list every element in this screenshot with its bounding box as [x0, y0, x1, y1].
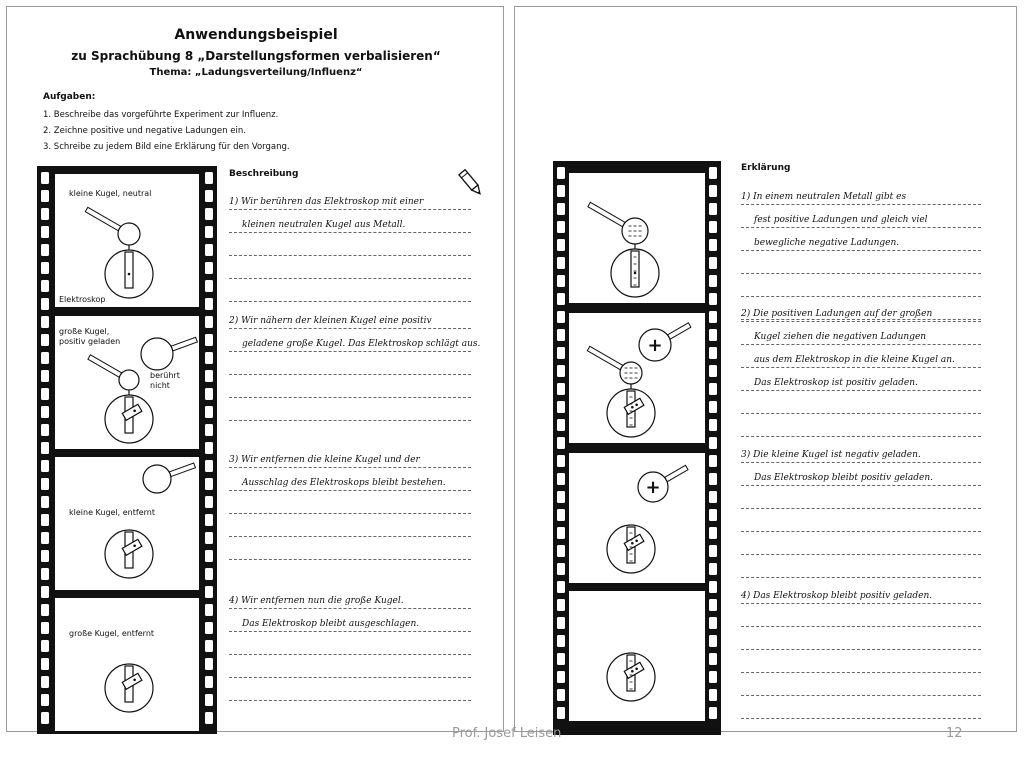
sprocket-hole	[709, 635, 717, 647]
sprocket-hole	[205, 280, 213, 292]
writing-line	[741, 296, 981, 297]
sprocket-hole	[709, 167, 717, 179]
sprocket-hole	[557, 257, 565, 269]
sprocket-hole	[709, 347, 717, 359]
tasks-heading: Aufgaben:	[43, 92, 96, 102]
frame-label: Elektroskop	[59, 295, 106, 304]
sprocket-hole	[41, 532, 49, 544]
electroscope	[105, 530, 153, 578]
handwritten-line: 2) Wir nähern der kleinen Kugel eine positiv	[229, 316, 432, 326]
worksheet-subtitle: zu Sprachübung 8 „Darstellungsformen verbalisieren“	[71, 49, 441, 63]
writing-line	[229, 351, 471, 352]
writing-line	[741, 390, 981, 391]
sprocket-hole	[709, 491, 717, 503]
writing-line	[741, 227, 981, 228]
writing-line	[229, 513, 471, 514]
sprocket-hole	[205, 460, 213, 472]
electroscope	[607, 525, 655, 573]
electroscope	[105, 395, 153, 443]
electroscope	[611, 249, 659, 297]
sprocket-hole	[557, 473, 565, 485]
sprocket-hole	[709, 473, 717, 485]
sprocket-hole	[557, 689, 565, 701]
sprocket-hole	[41, 496, 49, 508]
sprocket-hole	[557, 311, 565, 323]
writing-line	[741, 626, 981, 627]
sprocket-hole	[205, 478, 213, 490]
sprocket-hole	[557, 653, 565, 665]
sprocket-hole	[709, 419, 717, 431]
sprocket-hole	[205, 676, 213, 688]
writing-line	[741, 531, 981, 532]
plus-sign: +	[645, 477, 661, 498]
sprocket-hole	[205, 190, 213, 202]
sprocket-hole	[205, 352, 213, 364]
sprocket-hole	[205, 226, 213, 238]
writing-line	[741, 603, 981, 604]
sprocket-hole	[557, 275, 565, 287]
writing-line	[229, 559, 471, 560]
handwritten-line: Das Elektroskop bleibt ausgeschlagen.	[242, 619, 420, 629]
sprocket-hole	[557, 419, 565, 431]
sprocket-hole	[709, 509, 717, 521]
sprocket-hole	[205, 550, 213, 562]
sprocket-hole	[557, 203, 565, 215]
sprocket-hole	[41, 676, 49, 688]
sprocket-hole	[41, 460, 49, 472]
sprocket-hole	[41, 640, 49, 652]
sprocket-hole	[205, 298, 213, 310]
sprocket-hole	[557, 599, 565, 611]
sprocket-hole	[41, 172, 49, 184]
sprocket-hole	[557, 347, 565, 359]
handwritten-line: fest positive Ladungen und gleich viel	[754, 215, 928, 225]
writing-line	[741, 695, 981, 696]
writing-line	[229, 397, 471, 398]
frame-label: große Kugel, entfernt	[69, 629, 155, 638]
sprocket-hole	[557, 221, 565, 233]
sprocket-hole	[205, 316, 213, 328]
handwritten-line: 2) Die positiven Ladungen auf der großen	[741, 309, 933, 319]
sprocket-hole	[557, 401, 565, 413]
writing-line	[741, 273, 981, 274]
task-item: 2. Zeichne positive und negative Ladungen ein.	[43, 126, 246, 136]
sprocket-hole	[205, 496, 213, 508]
writing-line	[741, 436, 981, 437]
sprocket-hole	[709, 707, 717, 719]
sprocket-hole	[557, 365, 565, 377]
handwritten-line: Ausschlag des Elektroskops bleibt bestehen.	[242, 478, 446, 488]
writing-line	[741, 508, 981, 509]
sprocket-hole	[557, 329, 565, 341]
sprocket-hole	[205, 694, 213, 706]
sprocket-hole	[709, 383, 717, 395]
sprocket-hole	[709, 221, 717, 233]
writing-line	[741, 319, 981, 320]
sprocket-hole	[709, 563, 717, 575]
handwritten-line: Kugel ziehen die negativen Ladungen	[754, 332, 927, 342]
sprocket-hole	[41, 622, 49, 634]
writing-line	[741, 485, 981, 486]
sprocket-hole	[41, 226, 49, 238]
writing-line	[229, 255, 471, 256]
handwritten-line: 3) Wir entfernen die kleine Kugel und der	[229, 455, 420, 465]
sprocket-hole	[41, 352, 49, 364]
footer-author: Prof. Josef Leisen	[452, 726, 562, 741]
handwritten-line: 4) Wir entfernen nun die große Kugel.	[229, 596, 404, 606]
sprocket-hole	[709, 185, 717, 197]
sprocket-hole	[557, 437, 565, 449]
writing-line	[741, 462, 981, 463]
writing-line	[229, 209, 471, 210]
sprocket-hole	[41, 442, 49, 454]
handwritten-line: 3) Die kleine Kugel ist negativ geladen.	[741, 450, 921, 460]
sprocket-hole	[709, 311, 717, 323]
handwritten-line: 4) Das Elektroskop bleibt positiv geladen.	[741, 591, 933, 601]
sprocket-hole	[709, 653, 717, 665]
sprocket-hole	[557, 509, 565, 521]
writing-line	[229, 232, 471, 233]
sprocket-hole	[205, 370, 213, 382]
sprocket-hole	[557, 239, 565, 251]
writing-line	[741, 577, 981, 578]
writing-line	[229, 608, 471, 609]
film-strip-left	[37, 166, 217, 734]
sprocket-hole	[557, 563, 565, 575]
sprocket-hole	[41, 208, 49, 220]
handwritten-line: kleinen neutralen Kugel aus Metall.	[242, 220, 406, 230]
sprocket-hole	[41, 478, 49, 490]
sprocket-hole	[205, 388, 213, 400]
sprocket-hole	[41, 280, 49, 292]
sprocket-hole	[41, 262, 49, 274]
electroscope	[607, 389, 655, 437]
writing-line	[229, 536, 471, 537]
sprocket-hole	[709, 257, 717, 269]
frame-label: kleine Kugel, entfernt	[69, 508, 155, 517]
sprocket-hole	[709, 455, 717, 467]
sprocket-hole	[205, 334, 213, 346]
sprocket-hole	[41, 604, 49, 616]
sprocket-hole	[709, 599, 717, 611]
electroscope	[105, 664, 153, 712]
sprocket-hole	[709, 239, 717, 251]
handwritten-line: 1) Wir berühren das Elektroskop mit einer	[229, 197, 424, 207]
sprocket-hole	[41, 244, 49, 256]
frame-label: kleine Kugel, neutral	[69, 189, 152, 198]
sprocket-hole	[709, 293, 717, 305]
worksheet-title: Anwendungsbeispiel	[174, 27, 338, 43]
sprocket-hole	[205, 604, 213, 616]
sprocket-hole	[205, 514, 213, 526]
sprocket-hole	[709, 329, 717, 341]
left-worksheet-page	[6, 6, 504, 732]
sprocket-hole	[41, 190, 49, 202]
sprocket-hole	[557, 617, 565, 629]
writing-line	[229, 301, 471, 302]
sprocket-hole	[41, 658, 49, 670]
pencil-icon	[455, 167, 487, 199]
sprocket-hole	[709, 365, 717, 377]
sprocket-hole	[41, 586, 49, 598]
explanation-heading: Erklärung	[741, 163, 791, 173]
writing-line	[741, 367, 981, 368]
sprocket-hole	[205, 532, 213, 544]
writing-line	[229, 420, 471, 421]
sprocket-hole	[709, 545, 717, 557]
writing-line	[229, 328, 471, 329]
sprocket-hole	[41, 298, 49, 310]
handwritten-line: aus dem Elektroskop in die kleine Kugel an.	[754, 355, 955, 365]
sprocket-hole	[205, 172, 213, 184]
sprocket-hole	[41, 424, 49, 436]
handwritten-line: Das Elektroskop bleibt positiv geladen.	[754, 473, 934, 483]
sprocket-hole	[205, 640, 213, 652]
sprocket-hole	[205, 208, 213, 220]
sprocket-hole	[557, 185, 565, 197]
writing-line	[741, 344, 981, 345]
writing-line	[229, 467, 471, 468]
sprocket-hole	[557, 455, 565, 467]
sprocket-hole	[205, 424, 213, 436]
writing-line	[741, 204, 981, 205]
sprocket-hole	[205, 712, 213, 724]
sprocket-hole	[41, 568, 49, 580]
sprocket-hole	[709, 437, 717, 449]
writing-line	[741, 554, 981, 555]
sprocket-hole	[41, 712, 49, 724]
writing-line	[229, 278, 471, 279]
sprocket-hole	[205, 658, 213, 670]
sprocket-hole	[41, 694, 49, 706]
sprocket-hole	[41, 334, 49, 346]
sprocket-hole	[709, 671, 717, 683]
sprocket-hole	[205, 244, 213, 256]
writing-line	[741, 649, 981, 650]
frame-label: berührt nicht	[150, 371, 180, 390]
writing-line	[229, 677, 471, 678]
sprocket-hole	[557, 545, 565, 557]
frame-label: große Kugel, positiv geladen	[59, 327, 121, 346]
sprocket-hole	[41, 316, 49, 328]
sprocket-hole	[205, 406, 213, 418]
description-heading: Beschreibung	[229, 169, 299, 179]
sprocket-hole	[557, 383, 565, 395]
sprocket-hole	[205, 586, 213, 598]
handwritten-line: bewegliche negative Ladungen.	[754, 238, 900, 248]
sprocket-hole	[709, 527, 717, 539]
sprocket-hole	[709, 617, 717, 629]
sprocket-hole	[41, 406, 49, 418]
sprocket-hole	[557, 635, 565, 647]
plus-sign: +	[647, 335, 663, 356]
task-item: 1. Beschreibe das vorgeführte Experiment zur Influenz.	[43, 110, 279, 120]
sprocket-hole	[557, 491, 565, 503]
writing-line	[741, 250, 981, 251]
sprocket-hole	[557, 293, 565, 305]
sprocket-hole	[709, 581, 717, 593]
sprocket-hole	[557, 167, 565, 179]
writing-line	[229, 374, 471, 375]
sprocket-hole	[557, 581, 565, 593]
handwritten-line: Das Elektroskop ist positiv geladen.	[754, 378, 918, 388]
sprocket-hole	[205, 622, 213, 634]
sprocket-hole	[205, 568, 213, 580]
writing-line	[741, 413, 981, 414]
sprocket-hole	[41, 550, 49, 562]
writing-line	[229, 700, 471, 701]
writing-line	[741, 321, 981, 322]
sprocket-hole	[557, 707, 565, 719]
sprocket-hole	[709, 203, 717, 215]
film-strip-right	[553, 161, 721, 735]
sprocket-hole	[557, 527, 565, 539]
writing-line	[741, 718, 981, 719]
sprocket-hole	[205, 442, 213, 454]
writing-line	[741, 672, 981, 673]
sprocket-hole	[709, 401, 717, 413]
electroscope	[607, 653, 655, 701]
sprocket-hole	[557, 671, 565, 683]
sprocket-hole	[205, 262, 213, 274]
writing-line	[229, 490, 471, 491]
electroscope	[105, 250, 153, 298]
sprocket-hole	[41, 370, 49, 382]
sprocket-hole	[709, 275, 717, 287]
writing-line	[229, 631, 471, 632]
handwritten-line: 1) In einem neutralen Metall gibt es	[741, 192, 907, 202]
sprocket-hole	[41, 388, 49, 400]
writing-line	[229, 654, 471, 655]
task-item: 3. Schreibe zu jedem Bild eine Erklärung für den Vorgang.	[43, 142, 290, 152]
right-worksheet-page	[514, 6, 1017, 732]
worksheet-theme: Thema: „Ladungsverteilung/Influenz“	[149, 67, 363, 78]
footer-page-number: 12	[946, 726, 963, 741]
sprocket-hole	[41, 514, 49, 526]
sprocket-hole	[709, 689, 717, 701]
handwritten-line: geladene große Kugel. Das Elektroskop schlägt aus.	[242, 339, 481, 349]
